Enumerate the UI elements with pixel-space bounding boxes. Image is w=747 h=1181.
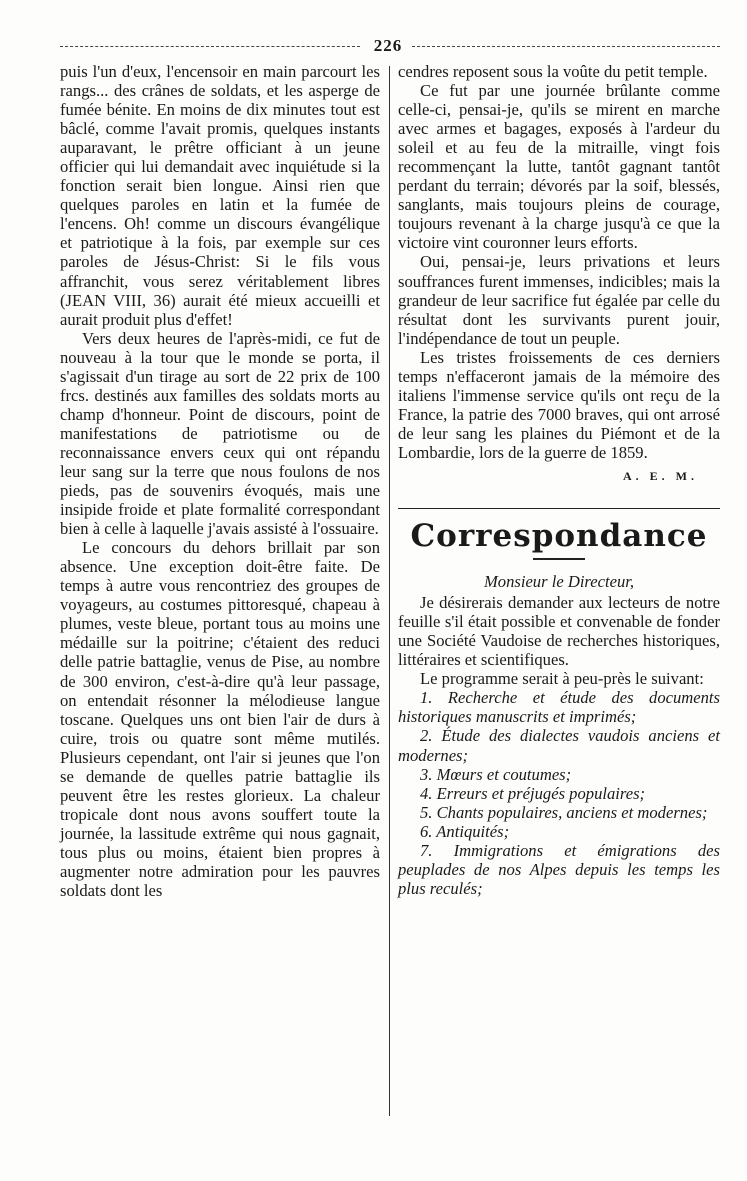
list-item: 4. Erreurs et préjugés populaires;	[420, 783, 646, 803]
correspondance-paragraph-2: Le programme serait à peu-près le suivant:	[420, 669, 704, 689]
page-header	[60, 36, 720, 56]
left-paragraph-2: Vers deux heures de l'après-midi, ce fut de nouveau à la tour que le monde se porta, il s'agissait d'un tirage au sort de 22 prix de 100 frcs. destinés aux familles des soldats morts au champ d'honneur. Point de discours, point de manifestations de patriotisme ou de reconnaissance envers ceux qui ont répandu leur sang sur la terre que nous foulons de nos pieds, pas de souvenirs évoqués, mais une insipide froide et plate formalité correspondant bien à celle à laquelle j'avais assisté à l'ossuaire.	[60, 328, 380, 539]
list-item: 3. Mœurs et coutumes;	[420, 764, 572, 784]
list-item: 6. Antiquités;	[420, 821, 510, 841]
right-paragraph-3: Oui, pensai-je, leurs privations et leurs souffrances furent immenses, indicibles; mais la grandeur de leur sacrifice fut égalée par celle du résultat dont les survivants purent jouir, l'indépendance de tout un peuple.	[398, 252, 720, 348]
right-paragraph-1: cendres reposent sous la voûte du petit temple.	[398, 62, 708, 81]
right-paragraph-4: Les tristes froissements de ces derniers temps n'effaceront jamais de la mémoire des italiens l'immense service qu'ils ont reçu de la France, la patrie des 7000 braves, qui ont arrosé de leur sang les plaines du Piémont et de la Lombardie, lors de la guerre de 1859.	[398, 347, 720, 462]
left-paragraph-3: Le concours du dehors brillait par son absence. Une exception doit-être faite. De temps à autre vous rencontriez des groupes de voyageurs, au costumes pittoresqué, chapeau à plumes, veste bleue, portant tous au moins une médaille sur la poitrine; c'étaient des reduci delle patrie battaglie, venus de Pise, au nombre de 300 environ, c'est-à-dire qu'à leur passage, on entendait résonner la mélodieuse langue toscane. Quelques uns ont bien l'air de durs à cuire, trois ou quatre sont même mutilés. Plusieurs cependant, ont l'air si jeunes que l'on se demande de quelles patrie battaglie ils peuvent être les restes glorieux. La chaleur tropicale dont nous avons souffert toute la journée, la lassitude extrême qui nous gagnait, tous plus ou moins, étaient bien propres à augmenter notre admiration pour les pauvres soldats dont les	[60, 538, 380, 901]
left-paragraph-1: puis l'un d'eux, l'encensoir en main parcourt les rangs... des crânes de soldats, et les asperge de fumée bénite. En moins de dix minutes tout est bâclé, comme l'avait promis, quelques instants auparavant, le prêtre officiant à un jeune officier qui lui demandait avec inquiétude si la fonction serait bien longue. Ainsi rien que quelques paroles en latin et la fumée de l'encens. Oh! comme un discours évangélique et patriotique à la fois, par exemple sur ces paroles de Jésus-Christ: Si le fils vous affranchit, vous serez véritablement libres (JEAN VIII, 36) aurait été mieux accueilli et aurait produit plus d'effet!	[60, 62, 380, 329]
column-divider	[389, 66, 390, 1116]
header-rule-left	[60, 46, 360, 47]
section-separator	[398, 508, 720, 509]
right-paragraph-2: Ce fut par une journée brûlante comme celle-ci, pensai-je, qu'ils se mirent en marche avec armes et bagages, exposés à l'ardeur du soleil et au feu de la mitraille, vingt fois recommençant la lutte, tantôt gagnant tantôt perdant du terrain; dévorés par la soif, blessés, sanglants, mais toujours pleins de courage, toujours revenant à la charge jusqu'à ce que la victoire vint couronner leurs efforts.	[398, 81, 720, 253]
correspondance-paragraph-1: Je désirerais demander aux lecteurs de notre feuille s'il était possible et convenable de fonder une Société Vaudoise de recherches historiques, littéraires et scientifiques.	[398, 593, 720, 670]
page-number: 226	[373, 36, 403, 55]
list-item: 5. Chants populaires, anciens et modernes;	[420, 802, 708, 822]
salutation: Monsieur le Directeur,	[483, 572, 635, 592]
header-rule-right	[412, 46, 720, 47]
program-list	[398, 688, 720, 898]
list-item: 1. Recherche et étude des documents historiques manuscrits et imprimés;	[398, 688, 720, 727]
title-underline	[533, 558, 585, 560]
correspondance-title: Correspondance	[410, 518, 708, 555]
article-signature: A. E. M.	[623, 468, 698, 483]
left-column	[60, 62, 380, 900]
list-item: 2. Étude des dialectes vaudois anciens et modernes;	[398, 726, 720, 765]
list-item: 7. Immigrations et émigrations des peuplades de nos Alpes depuis les temps les plus reculés;	[398, 840, 720, 898]
right-column	[398, 62, 720, 898]
